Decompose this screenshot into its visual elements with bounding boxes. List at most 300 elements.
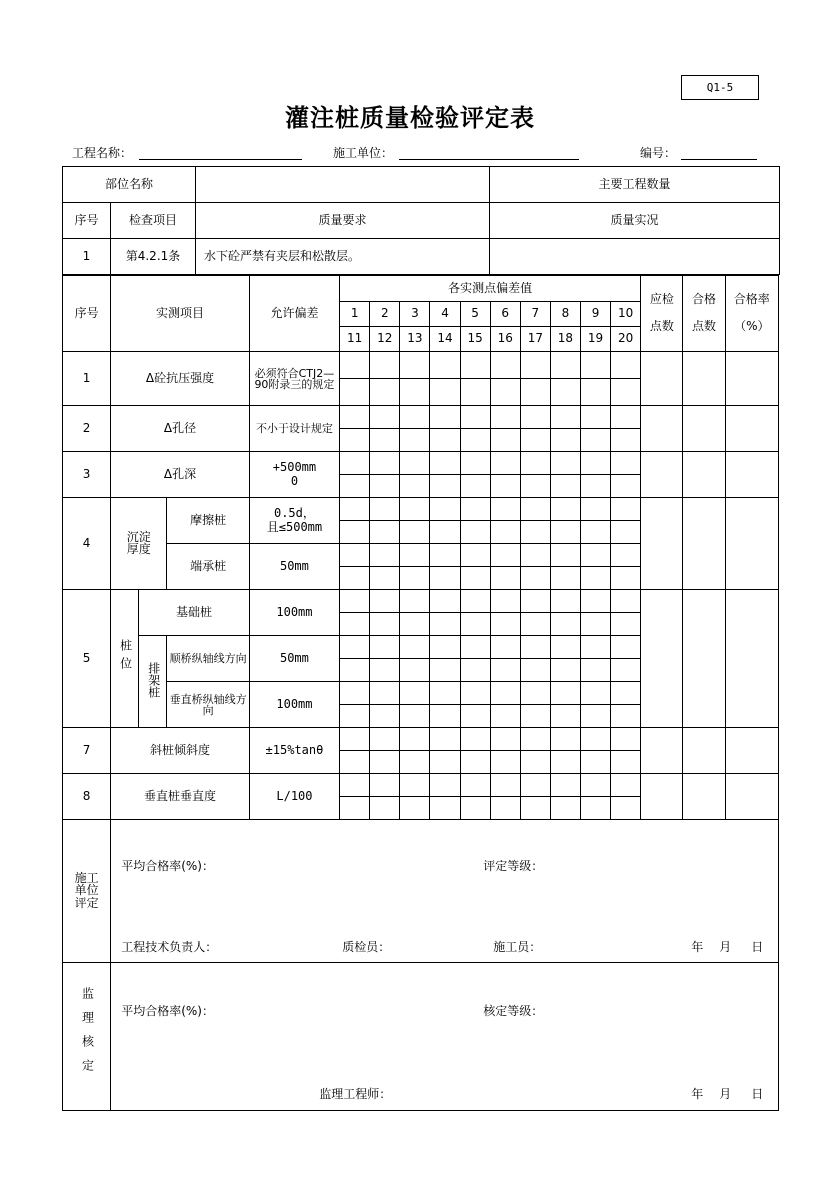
measurement-cell[interactable] [430, 613, 460, 636]
measurement-cell[interactable] [581, 452, 611, 475]
measurement-cell[interactable] [490, 475, 520, 498]
measurement-cell[interactable] [340, 452, 370, 475]
measurement-cell[interactable] [460, 797, 490, 820]
measurement-cell[interactable] [370, 705, 400, 728]
measurement-cell[interactable] [520, 452, 550, 475]
row-tolerance: 必须符合CTJ2—90附录三的规定 [249, 352, 339, 406]
measurement-cell[interactable] [520, 728, 550, 751]
measurement-cell[interactable] [581, 659, 611, 682]
measurement-cell[interactable] [611, 406, 641, 429]
measurement-cell[interactable] [725, 498, 778, 590]
supervision-date-day: 日 [751, 1087, 764, 1101]
measurement-cell[interactable] [490, 498, 520, 521]
measurement-cell[interactable] [430, 406, 460, 429]
measurement-cell[interactable] [611, 379, 641, 406]
contractor-date-month: 月 [719, 940, 732, 954]
measurement-cell[interactable] [400, 751, 430, 774]
row-seq: 8 [63, 774, 111, 820]
measurement-cell[interactable] [550, 452, 580, 475]
measurement-cell[interactable] [430, 544, 460, 567]
measurement-cell[interactable] [430, 659, 460, 682]
measurement-cell[interactable] [581, 797, 611, 820]
point-number: 16 [490, 327, 520, 352]
measurement-cell[interactable] [490, 590, 520, 613]
measurement-cell[interactable] [550, 544, 580, 567]
measurement-cell[interactable] [340, 567, 370, 590]
measurement-cell[interactable] [460, 544, 490, 567]
measurement-cell[interactable] [641, 728, 683, 774]
row-item: 摩擦桩 [167, 498, 249, 544]
contractor-constructor: 施工员： [493, 940, 542, 954]
measurement-cell[interactable] [520, 379, 550, 406]
part-name-label: 部位名称 [63, 167, 196, 203]
measurement-cell[interactable] [340, 498, 370, 521]
measurement-cell[interactable] [581, 429, 611, 452]
measurement-cell[interactable] [581, 705, 611, 728]
measurement-cell[interactable] [520, 751, 550, 774]
measurement-cell[interactable] [581, 475, 611, 498]
measurement-cell[interactable] [550, 567, 580, 590]
col-item: 实测项目 [111, 276, 250, 352]
measurement-cell[interactable] [370, 429, 400, 452]
measurement-cell[interactable] [581, 774, 611, 797]
measurement-cell[interactable] [581, 544, 611, 567]
point-number: 1 [340, 302, 370, 327]
measurement-cell[interactable] [683, 774, 725, 820]
measurement-cell[interactable] [400, 352, 430, 379]
measurement-cell[interactable] [340, 544, 370, 567]
measurement-cell[interactable] [520, 475, 550, 498]
point-number: 8 [550, 302, 580, 327]
measurement-cell[interactable] [490, 352, 520, 379]
measurement-cell[interactable] [520, 613, 550, 636]
measurement-cell[interactable] [400, 613, 430, 636]
measurement-cell[interactable] [370, 567, 400, 590]
measurement-cell[interactable] [340, 521, 370, 544]
measurement-cell[interactable] [370, 498, 400, 521]
measurement-cell[interactable] [520, 774, 550, 797]
measurement-cell[interactable] [370, 590, 400, 613]
construction-unit-label: 施工单位： [333, 146, 394, 160]
measurement-cell[interactable] [683, 452, 725, 498]
point-number: 4 [430, 302, 460, 327]
measurement-cell[interactable] [400, 406, 430, 429]
measurement-cell[interactable] [490, 452, 520, 475]
measurement-cell[interactable] [725, 406, 778, 452]
measurement-cell[interactable] [611, 544, 641, 567]
point-number: 5 [460, 302, 490, 327]
measurement-cell[interactable] [340, 682, 370, 705]
measurement-cell[interactable] [400, 429, 430, 452]
measurement-cell[interactable] [520, 521, 550, 544]
measurement-cell[interactable] [430, 590, 460, 613]
measurement-cell[interactable] [490, 751, 520, 774]
measurement-cell[interactable] [370, 352, 400, 379]
measurement-cell[interactable] [400, 452, 430, 475]
measurement-cell[interactable] [460, 636, 490, 659]
measurement-cell[interactable] [611, 498, 641, 521]
measurement-cell[interactable] [340, 728, 370, 751]
row-item: 垂直桩垂直度 [111, 774, 250, 820]
measurement-cell[interactable] [430, 751, 460, 774]
measurement-cell[interactable] [581, 379, 611, 406]
measurement-cell[interactable] [340, 613, 370, 636]
contractor-eval-row [63, 820, 779, 963]
construction-unit-field[interactable] [399, 159, 579, 160]
measurement-cell[interactable] [611, 751, 641, 774]
measurement-cell[interactable] [611, 774, 641, 797]
table-row [63, 728, 779, 751]
measurement-cell[interactable] [550, 682, 580, 705]
measurement-cell[interactable] [683, 498, 725, 590]
point-number: 2 [370, 302, 400, 327]
measurement-cell[interactable] [490, 797, 520, 820]
measurement-cell[interactable] [520, 659, 550, 682]
measurement-cell[interactable] [581, 682, 611, 705]
measurement-cell[interactable] [490, 406, 520, 429]
measurement-cell[interactable] [430, 682, 460, 705]
contractor-date-year: 年 [691, 940, 704, 954]
measurement-cell[interactable] [490, 567, 520, 590]
measurement-cell[interactable] [340, 636, 370, 659]
row-tolerance: +500mm 0 [249, 452, 339, 498]
contractor-eval-label: 施工单位评定 [63, 820, 111, 963]
measurement-cell[interactable] [490, 544, 520, 567]
measurement-cell[interactable] [550, 613, 580, 636]
measurement-cell[interactable] [400, 498, 430, 521]
row-seq: 7 [63, 728, 111, 774]
measurement-cell[interactable] [340, 659, 370, 682]
measurement-cell[interactable] [490, 728, 520, 751]
measurement-cell[interactable] [400, 728, 430, 751]
measurement-cell[interactable] [430, 797, 460, 820]
contractor-grade: 评定等级： [483, 859, 544, 873]
measurement-cell[interactable] [460, 659, 490, 682]
table-row [63, 774, 779, 797]
measurement-cell[interactable] [520, 636, 550, 659]
supervision-date-year: 年 [691, 1087, 704, 1101]
measurement-cell[interactable] [370, 379, 400, 406]
measurement-cell[interactable] [460, 751, 490, 774]
measurement-cell[interactable] [520, 705, 550, 728]
measurement-cell[interactable] [520, 352, 550, 379]
measurement-cell[interactable] [581, 636, 611, 659]
measurement-cell[interactable] [725, 774, 778, 820]
measurement-cell[interactable] [490, 613, 520, 636]
measurement-cell[interactable] [400, 774, 430, 797]
supervision-label: 监理核定 [63, 963, 111, 1111]
row-group: 桩位 [111, 590, 139, 728]
measurement-cell[interactable] [611, 352, 641, 379]
measurement-cell[interactable] [400, 475, 430, 498]
supervision-engineer: 监理工程师： [319, 1087, 392, 1101]
measurement-cell[interactable] [683, 728, 725, 774]
measurement-cell[interactable] [490, 705, 520, 728]
measurement-cell[interactable] [641, 774, 683, 820]
project-name-field[interactable] [139, 159, 302, 160]
measurement-cell[interactable] [550, 406, 580, 429]
supervision-area[interactable] [111, 963, 779, 1111]
measurement-cell[interactable] [460, 452, 490, 475]
measurement-cell[interactable] [581, 406, 611, 429]
col-item: 检查项目 [111, 203, 196, 239]
measurement-cell[interactable] [370, 659, 400, 682]
row-tolerance: 0.5d， 且≤500mm [249, 498, 339, 544]
measurement-cell[interactable] [400, 659, 430, 682]
measurement-cell[interactable] [683, 352, 725, 406]
measurement-cell[interactable] [490, 521, 520, 544]
measurement-cell[interactable] [581, 352, 611, 379]
contractor-tech-lead: 工程技术负责人： [121, 940, 218, 954]
measurement-cell[interactable] [430, 379, 460, 406]
measurement-cell[interactable] [370, 521, 400, 544]
measurement-cell[interactable] [641, 352, 683, 406]
measurement-cell[interactable] [400, 521, 430, 544]
measurement-cell[interactable] [581, 498, 611, 521]
measurement-cell[interactable] [370, 682, 400, 705]
measurement-cell[interactable] [611, 590, 641, 613]
measurement-cell[interactable] [520, 682, 550, 705]
measurement-cell[interactable] [490, 429, 520, 452]
measurement-cell[interactable] [490, 636, 520, 659]
point-number: 19 [581, 327, 611, 352]
measurement-cell[interactable] [430, 705, 460, 728]
point-number: 11 [340, 327, 370, 352]
measurement-cell[interactable] [683, 590, 725, 728]
measurement-cell[interactable] [550, 475, 580, 498]
measurement-cell[interactable] [725, 352, 778, 406]
measurement-cell[interactable] [370, 475, 400, 498]
measurement-cell[interactable] [550, 774, 580, 797]
measurement-cell[interactable] [460, 429, 490, 452]
measurement-cell[interactable] [460, 498, 490, 521]
measurement-cell[interactable] [400, 636, 430, 659]
col-points: 各实测点偏差值 [340, 276, 641, 302]
measurement-cell[interactable] [460, 705, 490, 728]
contractor-avg-rate: 平均合格率(%)： [121, 859, 214, 873]
row-item: Δ砼抗压强度 [111, 352, 250, 406]
measurement-cell[interactable] [460, 728, 490, 751]
measurement-cell[interactable] [430, 429, 460, 452]
measurement-cell[interactable] [490, 682, 520, 705]
measurement-cell[interactable] [430, 498, 460, 521]
measurement-cell[interactable] [550, 429, 580, 452]
measurement-cell[interactable] [340, 797, 370, 820]
measurement-cell[interactable] [725, 452, 778, 498]
measurement-cell[interactable] [430, 567, 460, 590]
col-pass-count: 合格 点数 [683, 276, 725, 352]
point-number: 12 [370, 327, 400, 352]
measurement-cell[interactable] [550, 797, 580, 820]
measurement-cell[interactable] [641, 498, 683, 590]
measurement-cell[interactable] [460, 613, 490, 636]
measurement-cell[interactable] [550, 498, 580, 521]
row-seq: 4 [63, 498, 111, 590]
row-subgroup: 排架桩 [139, 636, 167, 728]
measurement-cell[interactable] [490, 659, 520, 682]
measurement-cell[interactable] [490, 774, 520, 797]
measurement-cell[interactable] [460, 590, 490, 613]
measurement-cell[interactable] [430, 521, 460, 544]
measurement-cell[interactable] [370, 774, 400, 797]
part-name-value[interactable] [196, 167, 490, 203]
supervision-grade: 核定等级： [483, 1004, 544, 1018]
row-tolerance: L/100 [249, 774, 339, 820]
measurement-table [62, 275, 779, 1111]
measurement-cell[interactable] [550, 352, 580, 379]
row-item: 端承桩 [167, 544, 249, 590]
measurement-cell[interactable] [641, 452, 683, 498]
contractor-inspector: 质检员： [342, 940, 391, 954]
row-tolerance: ±15%tanθ [249, 728, 339, 774]
col-seq: 序号 [63, 276, 111, 352]
point-number: 9 [581, 302, 611, 327]
row-seq: 1 [63, 239, 111, 275]
measurement-cell[interactable] [400, 544, 430, 567]
measurement-cell[interactable] [683, 406, 725, 452]
measurement-cell[interactable] [430, 452, 460, 475]
measurement-cell[interactable] [520, 797, 550, 820]
measurement-cell[interactable] [340, 774, 370, 797]
measurement-cell[interactable] [370, 728, 400, 751]
measurement-cell[interactable] [581, 613, 611, 636]
table-row [63, 498, 779, 521]
measurement-cell[interactable] [370, 613, 400, 636]
measurement-cell[interactable] [340, 751, 370, 774]
measurement-cell[interactable] [611, 728, 641, 751]
supervision-row [63, 963, 779, 1111]
measurement-cell[interactable] [611, 429, 641, 452]
table-row [63, 352, 779, 379]
measurement-cell[interactable] [340, 429, 370, 452]
measurement-cell[interactable] [725, 590, 778, 728]
measurement-cell[interactable] [340, 352, 370, 379]
measurement-cell[interactable] [460, 475, 490, 498]
measurement-cell[interactable] [370, 751, 400, 774]
measurement-cell[interactable] [460, 567, 490, 590]
measurement-cell[interactable] [611, 797, 641, 820]
contractor-eval-area[interactable] [111, 820, 779, 963]
supervision-avg-rate: 平均合格率(%)： [121, 1004, 214, 1018]
col-seq: 序号 [63, 203, 111, 239]
table-row [63, 452, 779, 475]
measurement-cell[interactable] [581, 751, 611, 774]
measurement-cell[interactable] [400, 682, 430, 705]
measurement-cell[interactable] [611, 475, 641, 498]
measurement-cell[interactable] [460, 682, 490, 705]
measurement-cell[interactable] [611, 452, 641, 475]
table-row [63, 590, 779, 613]
measurement-cell[interactable] [520, 498, 550, 521]
measurement-cell[interactable] [340, 475, 370, 498]
col-tolerance: 允许偏差 [249, 276, 339, 352]
row-item: 垂直桥纵轴线方向 [167, 682, 249, 728]
measurement-cell[interactable] [400, 797, 430, 820]
measurement-cell[interactable] [581, 728, 611, 751]
measurement-cell[interactable] [340, 406, 370, 429]
measurement-cell[interactable] [520, 590, 550, 613]
measurement-cell[interactable] [400, 590, 430, 613]
measurement-cell[interactable] [611, 521, 641, 544]
measurement-cell[interactable] [340, 705, 370, 728]
measurement-cell[interactable] [550, 636, 580, 659]
measurement-cell[interactable] [370, 544, 400, 567]
row-tolerance: 100mm [249, 590, 339, 636]
row-seq: 5 [63, 590, 111, 728]
row-tolerance: 100mm [249, 682, 339, 728]
measurement-cell[interactable] [581, 521, 611, 544]
measurement-cell[interactable] [340, 590, 370, 613]
measurement-cell[interactable] [520, 406, 550, 429]
measurement-cell[interactable] [611, 659, 641, 682]
measurement-cell[interactable] [460, 379, 490, 406]
point-number: 7 [520, 302, 550, 327]
measurement-cell[interactable] [520, 567, 550, 590]
point-number: 17 [520, 327, 550, 352]
measurement-cell[interactable] [460, 521, 490, 544]
measurement-cell[interactable] [550, 751, 580, 774]
measurement-cell[interactable] [340, 379, 370, 406]
measurement-cell[interactable] [641, 406, 683, 452]
measurement-cell[interactable] [520, 429, 550, 452]
measurement-cell[interactable] [520, 544, 550, 567]
measurement-cell[interactable] [611, 636, 641, 659]
measurement-cell[interactable] [641, 590, 683, 728]
measurement-cell[interactable] [460, 406, 490, 429]
measurement-cell[interactable] [611, 567, 641, 590]
row-item: 基础桩 [139, 590, 249, 636]
row-actual-value[interactable] [490, 239, 780, 275]
measurement-cell[interactable] [370, 452, 400, 475]
measurement-cell[interactable] [400, 705, 430, 728]
measurement-cell[interactable] [550, 379, 580, 406]
measurement-cell[interactable] [611, 705, 641, 728]
measurement-cell[interactable] [581, 567, 611, 590]
measurement-cell[interactable] [400, 567, 430, 590]
measurement-cell[interactable] [550, 705, 580, 728]
measurement-cell[interactable] [581, 590, 611, 613]
row-seq: 2 [63, 406, 111, 452]
row-item: 第4.2.1条 [111, 239, 196, 275]
col-should-check: 应检 点数 [641, 276, 683, 352]
measurement-cell[interactable] [370, 406, 400, 429]
measurement-cell[interactable] [430, 728, 460, 751]
measurement-cell[interactable] [550, 659, 580, 682]
measurement-cell[interactable] [611, 682, 641, 705]
measurement-cell[interactable] [460, 352, 490, 379]
measurement-cell[interactable] [611, 613, 641, 636]
measurement-cell[interactable] [490, 379, 520, 406]
measurement-cell[interactable] [550, 728, 580, 751]
measurement-cell[interactable] [430, 352, 460, 379]
measurement-cell[interactable] [550, 590, 580, 613]
form-code: Q1-5 [681, 75, 759, 100]
measurement-cell[interactable] [460, 774, 490, 797]
measurement-cell[interactable] [370, 636, 400, 659]
measurement-cell[interactable] [400, 379, 430, 406]
measurement-cell[interactable] [550, 521, 580, 544]
project-name-label: 工程名称： [72, 146, 133, 160]
measurement-cell[interactable] [725, 728, 778, 774]
measurement-cell[interactable] [430, 475, 460, 498]
row-tolerance: 不小于设计规定 [249, 406, 339, 452]
col-requirement: 质量要求 [196, 203, 490, 239]
measurement-cell[interactable] [370, 797, 400, 820]
point-number: 6 [490, 302, 520, 327]
number-field[interactable] [681, 159, 757, 160]
measurement-cell[interactable] [430, 774, 460, 797]
measurement-cell[interactable] [430, 636, 460, 659]
